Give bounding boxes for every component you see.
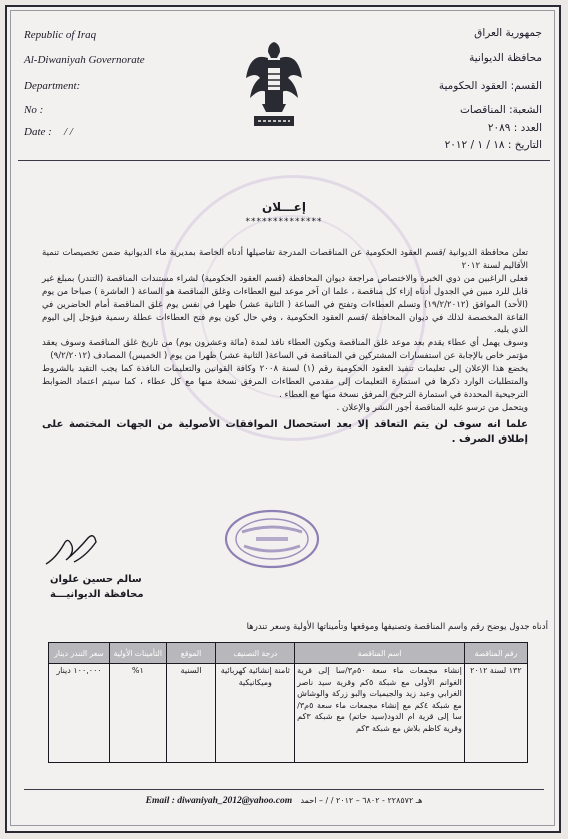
- footer-email: Email : diwaniyah_2012@yahoo.com: [145, 796, 293, 806]
- header-country-ar: جمهورية العراق: [474, 27, 542, 39]
- signatory-name: سالم حسين علوان: [50, 574, 142, 585]
- header-country-en: Republic of Iraq: [24, 29, 97, 41]
- col-header-name: اسم المناقصة: [295, 643, 465, 664]
- cell-location: السنية: [166, 664, 216, 763]
- header-department-label: Department:: [24, 80, 81, 92]
- col-header-number: رقم المناقصة: [464, 643, 527, 664]
- col-header-deposit: التأمينات الأولية: [110, 643, 167, 664]
- header-governorate-ar: محافظة الديوانية: [469, 52, 542, 64]
- signatory-title: محافظة الديوانيـــة: [50, 589, 144, 600]
- notice-title: إعـــلان: [262, 200, 306, 214]
- table-caption: أدناه جدول يوضح رقم واسم المناقصة وتصنيفها وموقعها وتأميناتها الأولية وسعر تندرها: [246, 622, 548, 632]
- cell-price: ١٠٠,٠٠٠ دينار: [49, 664, 110, 763]
- header-number-ar: العدد : ٢٠٨٩: [487, 122, 542, 134]
- col-header-price-label: سعر التندر: [70, 648, 104, 658]
- header-date-label: Date :: [24, 126, 52, 138]
- col-header-classification: درجة التصنيف: [216, 643, 295, 664]
- table-row: [49, 664, 528, 763]
- cell-classification: ثامنة إنشائية كهربائية وميكانيكية: [216, 664, 295, 763]
- tender-table: [48, 642, 528, 763]
- cell-number: ١٣٢ لسنة ٢٠١٢: [464, 664, 527, 763]
- notice-paragraph: تعلن محافظة الديوانية /قسم العقود الحكومية عن المناقصات المدرجة تفاصيلها أدناه الخاصة بمديرية ماء الديوانية ضمن تخصيصات تنمية الأقاليم لسنة ٢٠١٢: [42, 248, 528, 271]
- notice-paragraph: يخضع هذا الإعلان إلى تعليمات تنفيذ العقود الحكومية رقم (١) لسنة ٢٠٠٨ وكافة القوانين والتعليمات النافذة كما يجب التقيد بالشروط والمتطلبات الوارد ذكرها في استمارة التعليمات إلى مقدمي العطاءات المرفق نسخة منها مع كل عطاء ، كما سيتم اعتماد الضوابط الترجيحية المحددة في استمارة الترجيح المرفق نسخة منها مع العطاء .: [42, 364, 528, 400]
- notice-stars: **************: [245, 217, 323, 227]
- col-header-price: [49, 643, 110, 664]
- footer-phone: هـ ٢٢٨٥٧٢ - ٦٨٠٢ – ٢٠١٢ / / – احمد: [300, 796, 423, 805]
- cell-deposit: ١%: [110, 664, 167, 763]
- header-date-slashes: / /: [64, 126, 73, 138]
- table-header-row: [49, 643, 528, 664]
- footer: [0, 796, 568, 806]
- handwritten-signature: [42, 530, 102, 570]
- notice-emphasis: علما انه سوف لن يتم التعاقد إلا بعد استحصال الموافقات الأصولية من الجهات المختصة على إطلاق الصرف .: [42, 418, 528, 445]
- notice-paragraph: وسوف يهمل أي عطاء يقدم بعد موعد غلق المناقصة ويكون العطاء نافذ لمدة (مائة وعشرون يوم) من تاريخ غلق المناقصة وسوف يعقد مؤتمر خاص بالإجابة عن استفسارات المشتركين في المناقصة في الساعة( الثانية عشر) ظهرا من يوم ( الخميس) المصادف (٩/٢/٢٠١٢): [42, 338, 528, 362]
- header-date-ar: التاريخ : ١٨ / ١ / ٢٠١٢: [444, 139, 542, 151]
- header-divider: [18, 160, 550, 161]
- eagle-emblem-icon: [244, 38, 304, 134]
- cell-name: إنشاء مجمعات ماء سعة ٥٠م٣/سا إلى قرية الغوانم الأولى مع شبكة ٥كم وقرية سيد ناصر الغرابي وعبد زيد والجيميات والبو زركة والوشاش مع شبكة ٤كم مع إنشاء مجمعات ماء سعة ٥م٣/سا إلى قرية ام الدود(سيد حاتم) مع شبكة ٣كم وقرية كاظم بلاش مع شبكة ٣كم: [295, 664, 465, 763]
- col-header-price-currency: دينار: [54, 648, 69, 658]
- notice-paragraph: ويتحمل من ترسو عليه المناقصة أجور النشر والإعلان .: [336, 402, 528, 413]
- col-header-location: الموقع: [166, 643, 216, 664]
- official-stamp-icon: [222, 508, 322, 570]
- header-no-label: No :: [24, 104, 44, 116]
- footer-divider: [24, 789, 544, 790]
- header-section-ar: القسم: العقود الحكومية: [438, 80, 542, 92]
- header-governorate-en: Al-Diwaniyah Governorate: [24, 54, 145, 66]
- notice-body: [42, 247, 528, 447]
- header-division-ar: الشعبة: المناقصات: [460, 104, 542, 116]
- notice-paragraph: فعلى الراغبين من ذوي الخبرة والاختصاص مراجعة ديوان المحافظة (قسم العقود الحكومية) لشراء مستندات المناقصة (التندر) بمبلغ غير قابل للرد مبين في الجدول أدناه إزاء كل مناقصة ، علما ان آخر موعد لبيع العطاءات وغلق المناقصة هو الساعة ( العاشرة ) صباحا من يوم (الأحد) الموافق (١٩/٢/٢٠١٢) وتسلم العطاءات وتفتح في الساعة ( الثانية عشر) ظهرا في نفس يوم غلق المناقصة أمام الحاضرين في القاعة المخصصة لذلك في ديوان المحافظة /قسم العقود الحكومية ، وفي حال كون يوم فتح العطاءات عطلة رسمية فيؤجل إلى اليوم الذي يليه.: [42, 273, 528, 336]
